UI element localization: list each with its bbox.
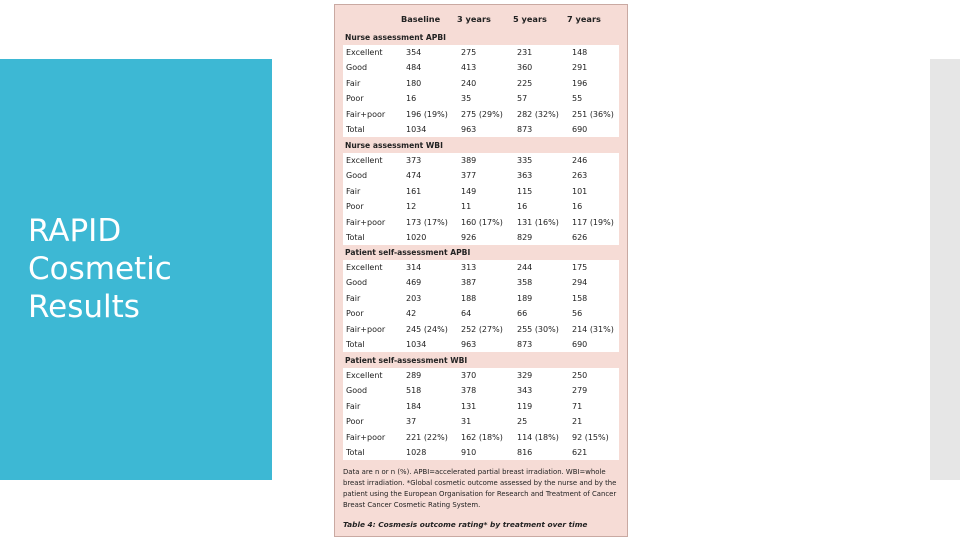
table-row: [343, 306, 619, 321]
table-cell: 196 (19%): [406, 109, 448, 119]
table-cell: 377: [461, 171, 477, 181]
table-cell: 873: [517, 125, 533, 134]
column-header: 7 years: [567, 14, 601, 24]
table-cell: 244: [517, 263, 533, 272]
table-cell: 1034: [406, 125, 427, 134]
table-cell: 363: [517, 171, 533, 181]
group-title: Patient self-assessment APBI: [345, 248, 471, 257]
column-header: 5 years: [513, 14, 547, 24]
table-row: [343, 337, 619, 352]
table-cell: 370: [461, 371, 477, 380]
table-cell: 963: [461, 125, 477, 134]
row-label: Fair: [346, 186, 361, 196]
row-label: Fair+poor: [346, 324, 386, 334]
table-cell: 64: [461, 309, 472, 319]
table-cell: 313: [461, 263, 477, 272]
table-group: [343, 260, 619, 352]
table-row: [343, 91, 619, 106]
table-cell: 180: [406, 78, 422, 88]
table-row: [343, 184, 619, 199]
row-label: Poor: [346, 417, 364, 427]
table-cell: 221 (22%): [406, 432, 448, 442]
table-cell: 291: [572, 63, 588, 73]
table-cell: 373: [406, 156, 422, 165]
table-cell: 255 (30%): [517, 324, 559, 334]
table-row: [343, 445, 619, 460]
table-cell: 131: [461, 401, 477, 411]
table-cell: 343: [517, 386, 533, 396]
row-label: Fair+poor: [346, 432, 386, 442]
table-row: [343, 76, 619, 91]
table-cell: 518: [406, 386, 422, 396]
table-cell: 71: [572, 401, 583, 411]
table-cell: 101: [572, 186, 588, 196]
table-cell: 115: [517, 186, 533, 196]
table-cell: 963: [461, 340, 477, 349]
table-cell: 117 (19%): [572, 217, 614, 227]
table-cell: 16: [517, 202, 528, 212]
row-label: Good: [346, 63, 368, 73]
table-cell: 1028: [406, 448, 427, 457]
group-title: Nurse assessment APBI: [345, 33, 446, 42]
table-cell: 158: [572, 293, 588, 303]
table-cell: 240: [461, 78, 477, 88]
table-cell: 282 (32%): [517, 109, 559, 119]
table-cell: 161: [406, 186, 422, 196]
table-cell: 250: [572, 371, 588, 380]
table-cell: 1020: [406, 233, 427, 242]
table-cell: 57: [517, 94, 528, 104]
table-cell: 214 (31%): [572, 324, 614, 334]
table-group: [343, 153, 619, 245]
table-cell: 387: [461, 278, 477, 288]
table-row: [343, 122, 619, 137]
table-cell: 16: [572, 202, 583, 212]
column-header: Baseline: [401, 14, 441, 24]
table-cell: 469: [406, 278, 422, 288]
table-row: [343, 368, 619, 383]
table-row: [343, 107, 619, 122]
table-cell: 189: [517, 293, 533, 303]
table-cell: 162 (18%): [461, 432, 503, 442]
table-cell: 354: [406, 48, 422, 57]
row-label: Good: [346, 171, 368, 181]
table-group: [343, 45, 619, 137]
row-label: Poor: [346, 309, 364, 319]
table-cell: 926: [461, 233, 477, 242]
row-label: Fair: [346, 78, 361, 88]
row-label: Poor: [346, 202, 364, 212]
table-cell: 119: [517, 401, 533, 411]
table-cell: 55: [572, 94, 583, 104]
table-header-row: [335, 5, 627, 31]
table-cell: 149: [461, 186, 477, 196]
table-cell: 690: [572, 125, 588, 134]
table-row: [343, 153, 619, 168]
table-row: [343, 383, 619, 398]
row-label: Fair+poor: [346, 217, 386, 227]
table-cell: 188: [461, 293, 477, 303]
table-cell: 275 (29%): [461, 109, 503, 119]
cosmesis-table-image: [334, 4, 628, 537]
table-cell: 621: [572, 448, 588, 457]
row-label: Fair+poor: [346, 109, 386, 119]
table-cell: 690: [572, 340, 588, 349]
table-row: [343, 322, 619, 337]
table-cell: 42: [406, 309, 417, 319]
table-cell: 335: [517, 156, 533, 165]
row-label: Total: [346, 125, 365, 134]
table-cell: 160 (17%): [461, 217, 503, 227]
group-title: Nurse assessment WBI: [345, 141, 443, 150]
table-row: [343, 291, 619, 306]
table-cell: 25: [517, 417, 528, 427]
row-label: Fair: [346, 293, 361, 303]
table-cell: 203: [406, 293, 422, 303]
table-cell: 873: [517, 340, 533, 349]
table-cell: 66: [517, 309, 528, 319]
table-cell: 196: [572, 78, 588, 88]
table-cell: 114 (18%): [517, 432, 559, 442]
row-label: Total: [346, 340, 365, 349]
table-cell: 275: [461, 48, 477, 57]
table-cell: 484: [406, 63, 422, 73]
table-cell: 31: [461, 417, 472, 427]
table-cell: 1034: [406, 340, 427, 349]
table-cell: 245 (24%): [406, 324, 448, 334]
table-cell: 173 (17%): [406, 217, 448, 227]
row-label: Good: [346, 386, 368, 396]
table-cell: 175: [572, 263, 588, 272]
table-cell: 37: [406, 417, 417, 427]
table-cell: 252 (27%): [461, 324, 503, 334]
row-label: Total: [346, 448, 365, 457]
table-cell: 251 (36%): [572, 109, 614, 119]
table-cell: 225: [517, 78, 533, 88]
table-cell: 263: [572, 171, 588, 181]
table-cell: 289: [406, 371, 422, 380]
table-cell: 358: [517, 278, 533, 288]
table-row: [343, 60, 619, 75]
row-label: Good: [346, 278, 368, 288]
table-row: [343, 215, 619, 230]
table-row: [343, 260, 619, 275]
table-cell: 231: [517, 48, 533, 57]
table-cell: 131 (16%): [517, 217, 559, 227]
table-cell: 92 (15%): [572, 432, 609, 442]
table-cell: 11: [461, 202, 472, 212]
table-caption: Table 4: Cosmesis outcome rating* by treatment over time: [343, 520, 588, 529]
table-row: [343, 199, 619, 214]
table-cell: 829: [517, 233, 533, 242]
table-cell: 389: [461, 156, 477, 165]
row-label: Excellent: [346, 371, 383, 380]
row-label: Excellent: [346, 48, 383, 57]
row-label: Excellent: [346, 156, 383, 165]
table-cell: 413: [461, 63, 477, 73]
table-cell: 279: [572, 386, 588, 396]
table-cell: 12: [406, 202, 417, 212]
table-cell: 360: [517, 63, 533, 73]
table-cell: 56: [572, 309, 583, 319]
row-label: Total: [346, 233, 365, 242]
table-row: [343, 430, 619, 445]
table-cell: 910: [461, 448, 477, 457]
table-row: [343, 45, 619, 60]
table-cell: 314: [406, 263, 422, 272]
table-cell: 16: [406, 94, 417, 104]
table-cell: 21: [572, 417, 583, 427]
table-cell: 329: [517, 371, 533, 380]
table-cell: 816: [517, 448, 533, 457]
row-label: Excellent: [346, 263, 383, 272]
table-cell: 35: [461, 94, 472, 104]
table-cell: 184: [406, 401, 422, 411]
table-cell: 148: [572, 48, 588, 57]
table-group: [343, 368, 619, 460]
slide-title: RAPID Cosmetic Results: [28, 213, 172, 325]
table-cell: 246: [572, 156, 588, 165]
table-row: [343, 230, 619, 245]
table-row: [343, 168, 619, 183]
table-row: [343, 414, 619, 429]
table-footnote: Data are n or n (%). APBI=accelerated partial breast irradiation. WBI=whole breast irradiation. *Global cosmetic outcome assessed by the nurse and by the patient using the European Organisation for Research and Treatment of Cancer Breast Cancer Cosmetic Rating System.: [343, 468, 617, 509]
table-cell: 474: [406, 171, 422, 181]
column-header: 3 years: [457, 14, 491, 24]
row-label: Poor: [346, 94, 364, 104]
right-accent-bar: [930, 59, 960, 480]
group-title: Patient self-assessment WBI: [345, 356, 468, 365]
table-cell: 378: [461, 386, 477, 396]
table-cell: 294: [572, 278, 588, 288]
table-row: [343, 275, 619, 290]
table-row: [343, 399, 619, 414]
table-cell: 626: [572, 233, 588, 242]
row-label: Fair: [346, 401, 361, 411]
